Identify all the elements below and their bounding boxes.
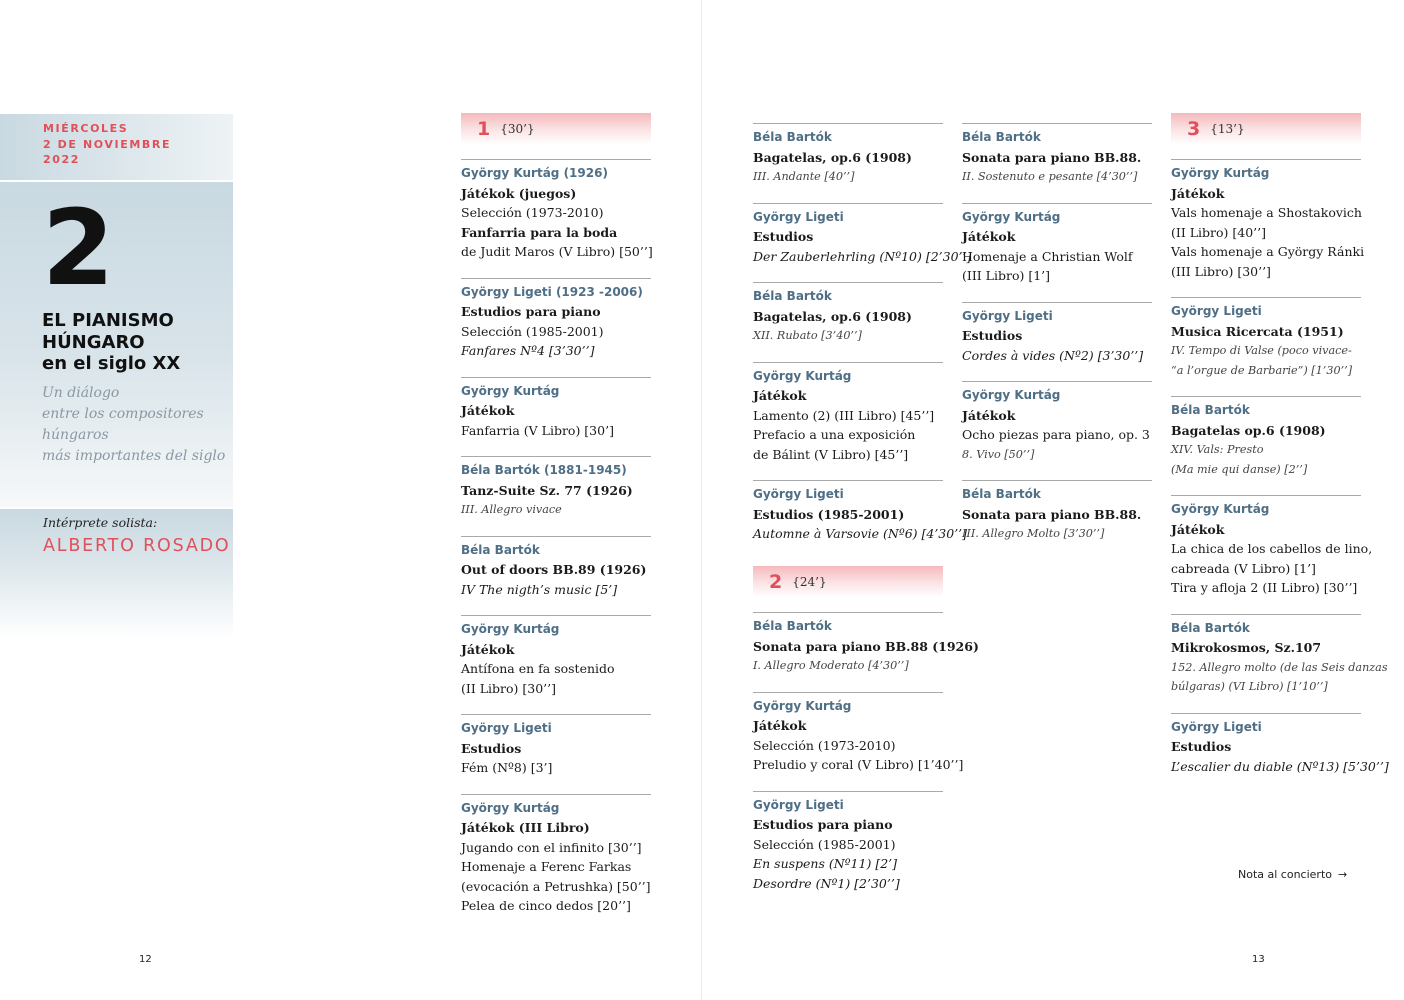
program-piece [461, 615, 651, 698]
composer-name: György Ligeti [753, 797, 844, 812]
work-title: Estudios [461, 740, 522, 756]
movement-title: XII. Rubato [3’40’’] [753, 329, 862, 342]
movement-title: 152. Allegro molto (de las Seis danzas [1171, 660, 1388, 674]
performer-name: ALBERTO ROSADO [43, 536, 231, 556]
composer-name: György Ligeti [1171, 719, 1262, 734]
work-title: Estudios (1985-2001) [753, 506, 905, 522]
piece-detail: Antífona en fa sostenido [461, 661, 615, 676]
composer-name: György Ligeti [461, 721, 552, 735]
program-piece [753, 362, 943, 465]
composer-name: György Ligeti [753, 209, 844, 224]
program-piece [461, 278, 651, 361]
composer-name: György Kurtág [753, 368, 852, 383]
movement-title: I. Allegro Moderato [4’30’’] [753, 659, 909, 672]
piece-detail: Selección (1985-2001) [461, 323, 604, 339]
composer-name: György Ligeti [962, 308, 1053, 323]
movement-title: III. Allegro Molto [3’30’’] [962, 527, 1105, 540]
piece-detail: (II Libro) [40’’] [1171, 224, 1266, 240]
program-piece [461, 536, 651, 600]
work-title: Játékok [1171, 185, 1225, 201]
piece-detail: de Judit Maros (V Libro) [50’’] [461, 244, 653, 259]
program-piece [461, 794, 651, 916]
part-number: 2 [769, 570, 783, 593]
composer-name: Béla Bartók [962, 487, 1041, 501]
concert-note-link[interactable] [1238, 868, 1347, 881]
program-piece [962, 123, 1152, 187]
part-duration: {13’} [1210, 121, 1245, 136]
composer-name: György Kurtág [1171, 502, 1270, 516]
piece-detail: Selección (1973-2010) [753, 737, 896, 753]
part-header [1171, 113, 1361, 144]
part-header [753, 566, 943, 597]
work-title: Játékok [753, 718, 807, 733]
composer-name: György Kurtág [753, 698, 852, 713]
work-title: Out of doors BB.89 (1926) [461, 562, 647, 577]
piece-detail: Tira y afloja 2 (II Libro) [30’’] [1171, 580, 1358, 595]
movement-title: búlgaras) (VI Libro) [1’10’’] [1171, 680, 1328, 693]
movement-title: (Ma mie qui danse) [2’’] [1171, 462, 1308, 476]
work-title: Sonata para piano BB.88 (1926) [753, 638, 979, 654]
work-title: Estudios para piano [753, 817, 893, 832]
program-column-1 [461, 113, 651, 932]
piece-detail: de Bálint (V Libro) [45’’] [753, 446, 909, 462]
program-piece [461, 377, 651, 441]
page-number-right: 13 [1252, 954, 1265, 965]
composer-name: Béla Bartók [753, 619, 832, 633]
subtitle-line: entre los compositores [42, 405, 204, 422]
piece-detail: Prefacio a una exposición [753, 427, 916, 442]
program-piece [1171, 396, 1361, 479]
arrow-right-icon: → [1338, 868, 1348, 881]
composer-name: György Ligeti [753, 487, 844, 501]
program-piece [1171, 614, 1388, 697]
program-piece [753, 480, 968, 544]
work-title: Sonata para piano BB.88. [962, 506, 1142, 522]
composer-name: Béla Bartók [753, 289, 832, 303]
composer-name: György Kurtág [461, 622, 560, 636]
performer-panel [0, 509, 233, 639]
part-number: 1 [477, 117, 491, 140]
movement-title: Automne à Varsovie (Nº6) [4’30’’] [753, 526, 968, 541]
concert-title [42, 310, 233, 375]
work-title: Fanfarria para la boda [461, 224, 618, 240]
work-title: Játékok [962, 229, 1016, 244]
program-piece [1171, 159, 1365, 281]
piece-detail: Lamento (2) (III Libro) [45’’] [753, 407, 935, 423]
movement-title: Desordre (Nº1) [2’30’’] [753, 875, 900, 891]
program-piece [461, 456, 651, 520]
piece-detail: Fanfarria (V Libro) [30’] [461, 422, 614, 438]
movement-title: IV. Tempo di Valse (poco vivace- [1171, 344, 1352, 357]
piece-detail: Selección (1985-2001) [753, 836, 896, 852]
work-title: Estudios [1171, 739, 1232, 754]
concert-title-line: en el siglo XX [42, 353, 181, 374]
piece-detail: Preludio y coral (V Libro) [1’40’’] [753, 757, 964, 772]
date-line-year: 2022 [43, 153, 81, 166]
piece-detail: Fém (Nº8) [3’] [461, 760, 553, 775]
work-title: Játékok [461, 641, 515, 657]
program-piece [753, 282, 943, 346]
concert-title-panel [0, 182, 233, 507]
program-piece [1171, 713, 1389, 777]
composer-name: Béla Bartók [753, 130, 832, 144]
composer-name: György Kurtág [962, 209, 1061, 224]
movement-title: “a l’orgue de Barbarie”) [1’30’’] [1171, 363, 1353, 377]
concert-number: 2 [42, 187, 113, 309]
work-title: Tanz-Suite Sz. 77 (1926) [461, 482, 633, 498]
piece-detail: Homenaje a Christian Wolf [962, 248, 1133, 264]
work-title: Mikrokosmos, Sz.107 [1171, 640, 1322, 655]
piece-detail: (evocación a Petrushka) [50’’] [461, 878, 651, 894]
concert-subtitle [42, 383, 233, 467]
program-piece [753, 123, 943, 187]
movement-title: II. Sostenuto e pesante [4’30’’] [962, 170, 1138, 183]
composer-name: Béla Bartók (1881-1945) [461, 463, 627, 477]
composer-name: György Ligeti (1923 -2006) [461, 284, 643, 299]
composer-name: Béla Bartók [1171, 403, 1250, 417]
composer-name: Béla Bartók [461, 542, 540, 557]
composer-name: Béla Bartók [962, 130, 1041, 144]
movement-title: Cordes à vides (Nº2) [3’30’’] [962, 347, 1144, 363]
movement-title: III. Andante [40’’] [753, 170, 855, 183]
program-piece [962, 203, 1152, 286]
program-column-2 [753, 123, 972, 560]
piece-detail: (III Libro) [30’’] [1171, 263, 1271, 279]
program-piece [962, 302, 1152, 366]
composer-name: György Kurtág (1926) [461, 166, 608, 180]
work-title: Játékok [753, 388, 807, 403]
work-title: Sonata para piano BB.88. [962, 149, 1142, 165]
movement-title: Fanfares Nº4 [3’30’’] [461, 343, 595, 358]
work-title: Játékok (III Libro) [461, 820, 590, 835]
work-title: Bagatelas op.6 (1908) [1171, 422, 1326, 438]
concert-date-panel [0, 114, 233, 180]
work-title: Bagatelas, op.6 (1908) [753, 308, 912, 324]
piece-detail: (II Libro) [30’’] [461, 680, 556, 696]
subtitle-line: más importantes del siglo [42, 447, 226, 464]
movement-title: 8. Vivo [50’’] [962, 447, 1035, 461]
program-piece [461, 159, 651, 262]
concert-title-line: HÚNGARO [42, 331, 145, 353]
piece-detail: Selección (1973-2010) [461, 205, 604, 220]
work-title: Játékok (juegos) [461, 185, 577, 201]
piece-detail: Vals homenaje a Shostakovich [1171, 205, 1362, 220]
work-title: Estudios [753, 229, 814, 244]
work-title: Estudios [962, 328, 1023, 343]
work-title: Estudios para piano [461, 304, 601, 319]
program-piece [1171, 297, 1361, 380]
part-duration: {30’} [500, 121, 535, 136]
piece-detail: Vals homenaje a György Ránki [1171, 244, 1365, 259]
concert-title-line: EL PIANISMO [42, 310, 174, 331]
concert-note-label: Nota al concierto [1238, 868, 1332, 881]
date-line-weekday: MIÉRCOLES [43, 122, 129, 135]
program-column-4 [962, 123, 1152, 560]
composer-name: György Kurtág [461, 800, 560, 815]
piece-detail: La chica de los cabellos de lino, [1171, 541, 1373, 556]
program-column-5 [1171, 113, 1389, 792]
subtitle-line: Un diálogo [42, 384, 120, 401]
piece-detail: Homenaje a Ferenc Farkas [461, 859, 632, 874]
composer-name: György Kurtág [1171, 166, 1270, 180]
movement-title: L’escalier du diable (Nº13) [5’30’’] [1171, 758, 1389, 774]
part-number: 3 [1187, 117, 1201, 140]
subtitle-line: húngaros [42, 426, 109, 443]
performer-label: Intérprete solista: [43, 515, 158, 530]
work-title: Játékok [1171, 521, 1225, 537]
work-title: Játékok [962, 407, 1016, 423]
program-column-3 [753, 566, 979, 909]
movement-title: III. Allegro vivace [461, 503, 562, 516]
program-piece [753, 203, 972, 267]
work-title: Játékok [461, 403, 515, 418]
movement-title: Der Zauberlehrling (Nº10) [2’30’’] [753, 248, 972, 264]
date-line-day: 2 DE NOVIEMBRE [43, 137, 172, 151]
movement-title: XIV. Vals: Presto [1171, 443, 1264, 456]
composer-name: György Kurtág [962, 388, 1061, 402]
program-piece [753, 692, 964, 775]
piece-detail: Ocho piezas para piano, op. 3 [962, 427, 1150, 442]
piece-detail: Pelea de cinco dedos [20’’] [461, 898, 631, 913]
page-gutter [701, 0, 702, 1000]
piece-detail: Jugando con el infinito [30’’] [461, 839, 642, 855]
program-piece [962, 381, 1152, 464]
composer-name: Béla Bartók [1171, 620, 1250, 635]
movement-title: En suspens (Nº11) [2’] [753, 856, 897, 871]
page-number-left: 12 [139, 954, 152, 965]
program-piece [962, 480, 1152, 544]
piece-detail: (III Libro) [1’] [962, 268, 1050, 283]
composer-name: György Kurtág [461, 383, 560, 398]
program-piece [753, 791, 943, 894]
composer-name: György Ligeti [1171, 304, 1262, 318]
piece-detail: cabreada (V Libro) [1’] [1171, 560, 1316, 576]
work-title: Musica Ricercata (1951) [1171, 323, 1344, 339]
part-duration: {24’} [792, 574, 827, 589]
program-piece [1171, 495, 1373, 598]
work-title: Bagatelas, op.6 (1908) [753, 149, 912, 165]
program-piece [753, 612, 979, 676]
program-piece [461, 714, 651, 778]
movement-title: IV The nigth’s music [5’] [461, 581, 618, 597]
part-header [461, 113, 651, 144]
